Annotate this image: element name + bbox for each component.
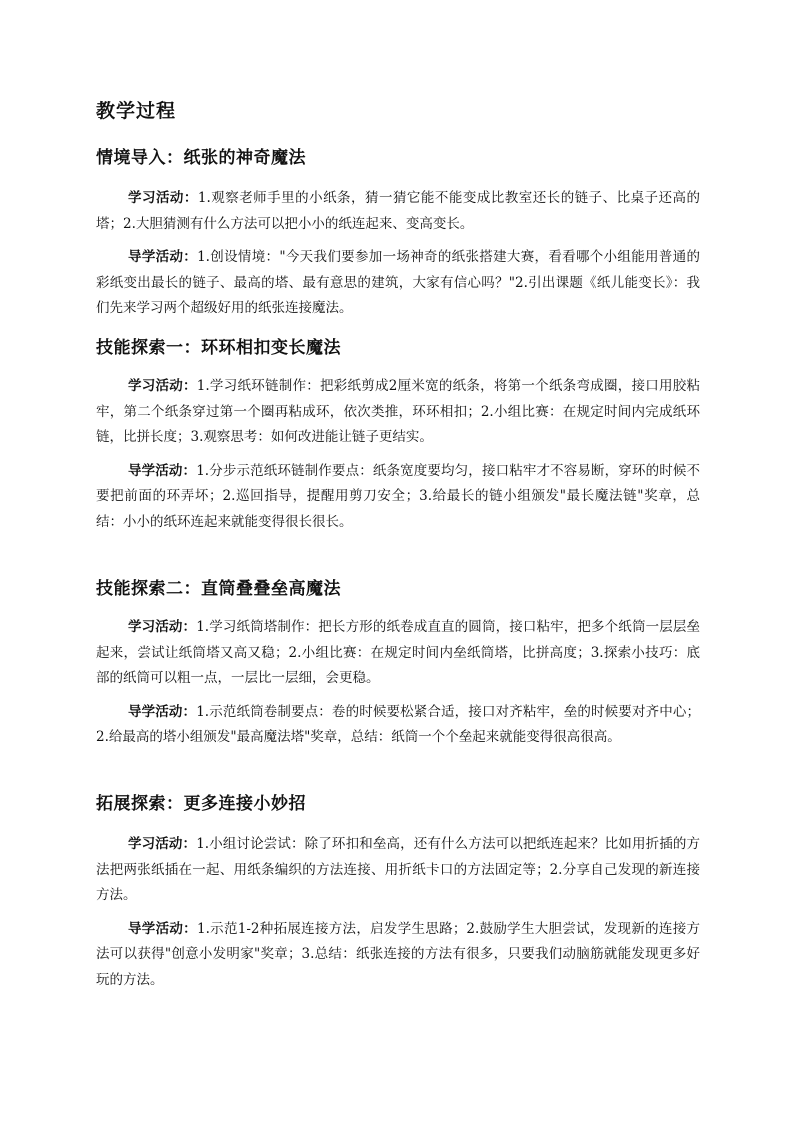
guided-activity-paragraph [96, 917, 700, 994]
guided-activity-paragraph [96, 700, 700, 751]
learning-activity-label: 学习活动： [128, 190, 198, 206]
section-skill-explore-two [96, 575, 700, 751]
learning-activity-text: 1.小组讨论尝试：除了环扣和垒高，还有什么方法可以把纸连起来？比如用折插的方法把两张纸插在一起、用纸条编织的方法连接、用折纸卡口的方法固定等；2.分享自己发现的新连接方法。 [96, 836, 700, 903]
guided-activity-paragraph [96, 245, 700, 322]
section-skill-explore-one [96, 334, 700, 535]
learning-activity-paragraph [96, 615, 700, 692]
learning-activity-label: 学习活动： [128, 836, 197, 852]
learning-activity-text: 1.学习纸环链制作：把彩纸剪成2厘米宽的纸条，将第一个纸条弯成圈，接口用胶粘牢，第二个纸条穿过第一个圈再粘成环，依次类推，环环相扣；2.小组比赛：在规定时间内完成纸环链，比拼长度；3.观察思考：如何改进能让链子更结实。 [96, 378, 701, 445]
learning-activity-paragraph [96, 832, 700, 909]
learning-activity-paragraph [96, 186, 700, 237]
learning-activity-paragraph [96, 374, 700, 451]
learning-activity-label: 学习活动： [128, 619, 197, 635]
guided-activity-label: 导学活动： [128, 920, 197, 937]
section-heading: 技能探索二：直筒叠叠垒高魔法 [96, 579, 341, 599]
section-extended-explore [96, 790, 700, 993]
guided-activity-text: 1.示范纸筒卷制要点：卷的时候要松紧合适，接口对齐粘牢，垒的时候要对齐中心；2.给最高的塔小组颁发"最高魔法塔"奖章，总结：纸筒一个个垒起来就能变得很高很高。 [96, 703, 700, 745]
learning-activity-text: 1.观察老师手里的小纸条，猜一猜它能不能变成比教室还长的链子、比桌子还高的塔；2.大胆猜测有什么方法可以把小小的纸连起来、变高变长。 [96, 190, 700, 232]
learning-activity-label: 学习活动： [128, 378, 197, 394]
guided-activity-text: 1.分步示范纸环链制作要点：纸条宽度要均匀，接口粘牢才不容易断，穿环的时候不要把前面的环弄坏；2.巡回指导，提醒用剪刀安全；3.给最长的链小组颁发"最长魔法链"奖章，总结：小小的纸环连起来就能变得很长很长。 [96, 462, 700, 530]
guided-activity-label: 导学活动： [128, 249, 198, 265]
section-heading: 技能探索一：环环相扣变长魔法 [96, 338, 341, 358]
section-situation-intro [96, 144, 700, 322]
guided-activity-paragraph [96, 459, 700, 536]
guided-activity-label: 导学活动： [128, 462, 197, 479]
section-heading: 拓展探索：更多连接小妙招 [96, 794, 306, 814]
guided-activity-text: 1.示范1-2种拓展连接方法，启发学生思路；2.鼓励学生大胆尝试，发现新的连接方法可以获得"创意小发明家"奖章；3.总结：纸张连接的方法有很多，只要我们动脑筋就能发现更多好玩的方法。 [96, 920, 701, 988]
section-heading: 情境导入：纸张的神奇魔法 [96, 148, 306, 168]
guided-activity-text: 1.创设情境："今天我们要参加一场神奇的纸张搭建大赛，看看哪个小组能用普通的彩纸变出最长的链子、最高的塔、最有意思的建筑，大家有信心吗？"2.引出课题《纸儿能变长》：我们先来学习两个超级好用的纸张连接魔法。 [96, 249, 700, 316]
learning-activity-text: 1.学习纸筒塔制作：把长方形的纸卷成直直的圆筒，接口粘牢，把多个纸筒一层层垒起来，尝试让纸筒塔又高又稳；2.小组比赛：在规定时间内垒纸筒塔，比拼高度；3.探索小技巧：底部的纸筒可以粗一点，一层比一层细，会更稳。 [96, 619, 700, 686]
guided-activity-label: 导学活动： [128, 703, 197, 720]
document-title: 教学过程 [96, 100, 177, 122]
